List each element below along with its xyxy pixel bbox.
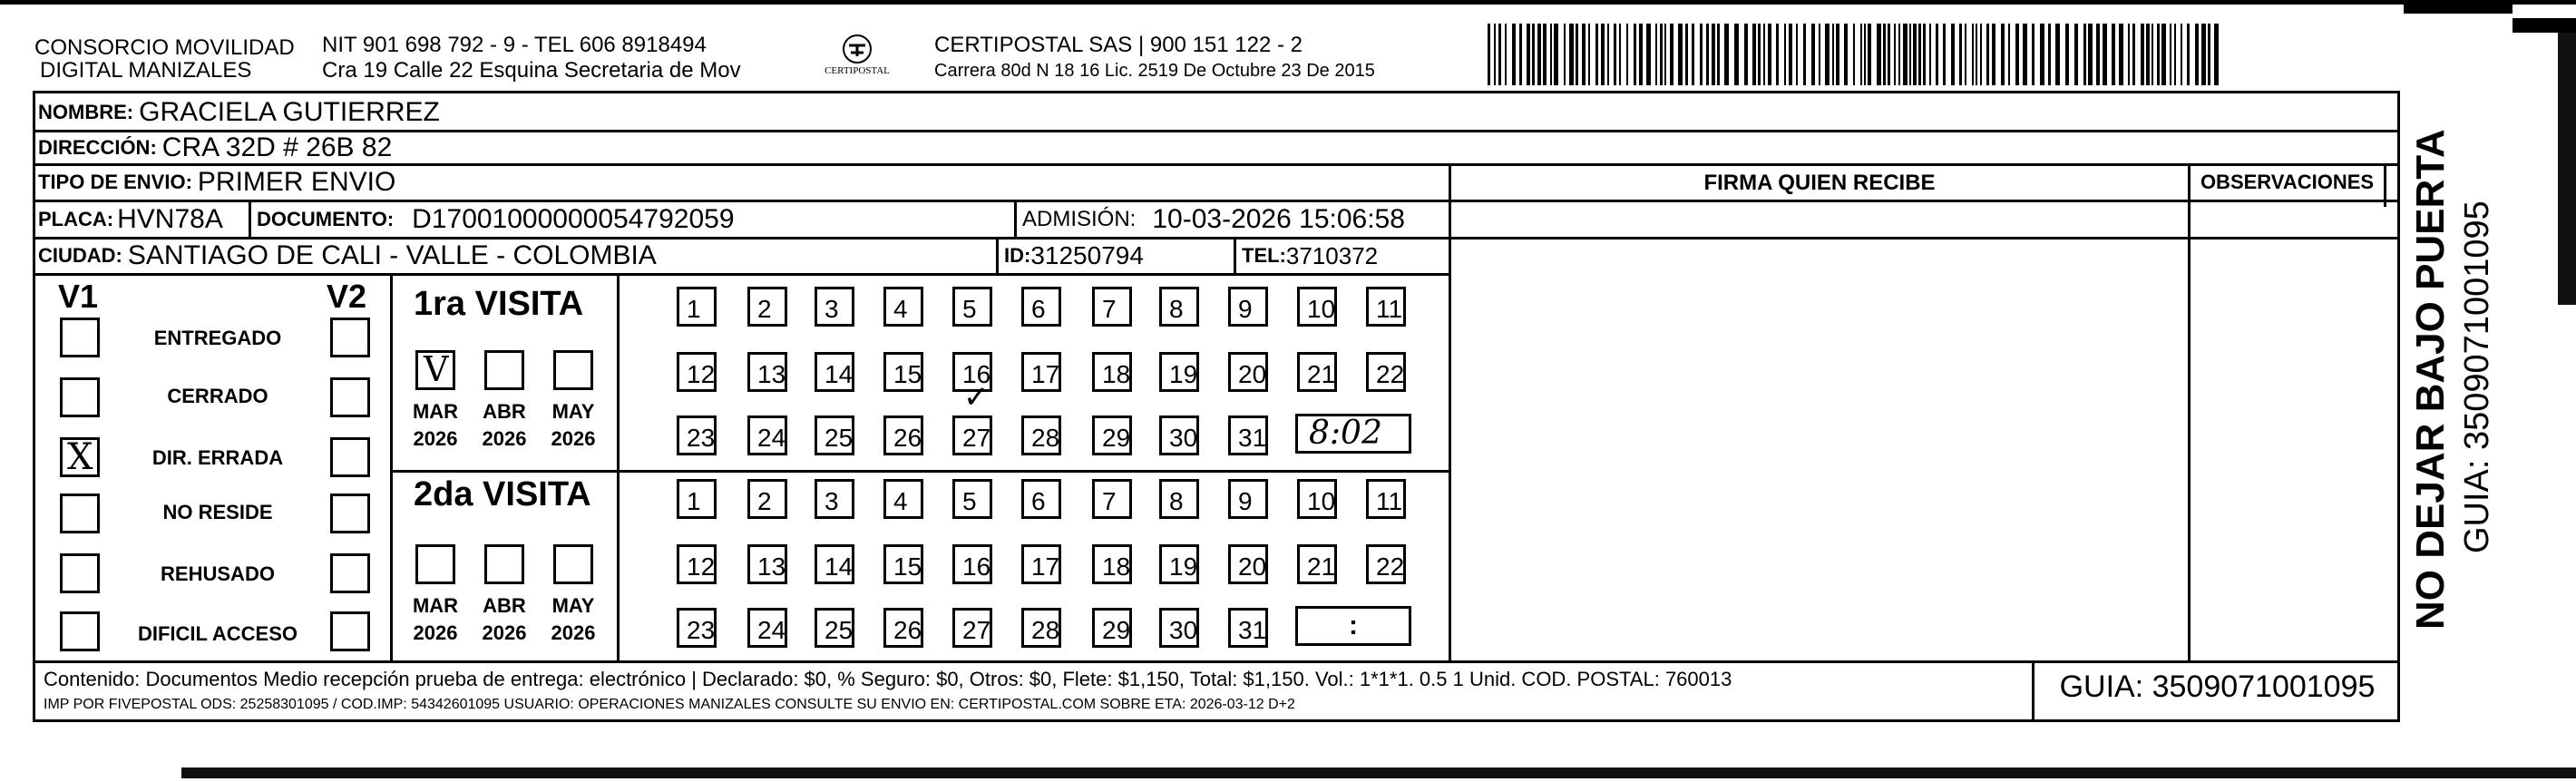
side-guia: GUIA: 3509071001095	[2458, 200, 2496, 553]
visit2-day-10[interactable]: 10	[1297, 479, 1337, 519]
admision-label: ADMISIÓN:	[1022, 207, 1137, 231]
visit1-day-15[interactable]: 15	[883, 352, 923, 392]
barcode-bar	[1980, 24, 1982, 85]
visit1-day-17[interactable]: 17	[1021, 352, 1061, 392]
barcode-bar	[1619, 24, 1621, 85]
barcode-bar	[2001, 24, 2005, 85]
visit1-day-4[interactable]: 4	[883, 287, 923, 327]
col-divider	[2188, 163, 2191, 660]
visit1-day-6[interactable]: 6	[1021, 287, 1061, 327]
col-divider	[390, 273, 393, 660]
barcode-bar	[1678, 24, 1683, 85]
status-label-entregado: ENTREGADO	[153, 327, 282, 349]
barcode-bar	[1789, 24, 1792, 85]
visit1-time-box[interactable]	[1295, 414, 1411, 454]
visit1-day-19[interactable]: 19	[1159, 352, 1199, 392]
visit2-day-20[interactable]: 20	[1228, 544, 1268, 584]
barcode-bar	[1868, 24, 1871, 85]
nombre-label: NOMBRE:	[38, 101, 134, 123]
barcode-bar	[1898, 24, 1900, 85]
scan-edge-mark	[2513, 18, 2576, 33]
barcode-bar	[2146, 24, 2150, 85]
barcode-bar	[2157, 24, 2160, 85]
barcode-bar	[2170, 24, 2171, 85]
barcode-bar	[2040, 24, 2044, 85]
barcode-bar	[1576, 24, 1578, 85]
barcode-bar	[1634, 24, 1636, 85]
visit1-month-abr-box[interactable]	[484, 350, 524, 390]
visit2-day-25[interactable]: 25	[815, 608, 854, 648]
barcode-bar	[1582, 24, 1586, 85]
day-16-strike: ✓	[963, 379, 990, 415]
barcode-bar	[2023, 24, 2027, 85]
visit1-day-23[interactable]: 23	[677, 415, 717, 455]
col-divider	[2384, 163, 2386, 207]
visit2-day-26[interactable]: 26	[883, 608, 923, 648]
barcode-bar	[1588, 24, 1590, 85]
status-label-dir-errada: DIR. ERRADA	[151, 446, 284, 469]
barcode-bar	[2008, 24, 2010, 85]
footer-contenido: Contenido: Documentos Medio recepción prueba de entrega: electrónico | Declarado: $0, % Seguro: $0, Otros: $0, Flete: $1,150, Total: $1,150. Vol.: 1*1*1. 0.5 1 Unid. COD. POSTAL: 760013	[44, 668, 1732, 690]
barcode-bar	[1692, 24, 1694, 85]
id-cell	[999, 239, 1144, 273]
barcode-bar	[1844, 24, 1848, 85]
visit2-day-30[interactable]: 30	[1159, 608, 1199, 648]
visit1-day-9[interactable]: 9	[1228, 287, 1268, 327]
barcode-bar	[1923, 24, 1926, 85]
observaciones-label: OBSERVACIONES	[2200, 171, 2375, 193]
barcode-bar	[2119, 24, 2123, 85]
visit2-day-3[interactable]: 3	[815, 479, 854, 519]
barcode-bar	[1763, 24, 1765, 85]
visit1-month-may-box[interactable]	[553, 350, 593, 390]
visit2-month-abr: ABR	[483, 594, 526, 617]
barcode-bar	[1784, 24, 1786, 85]
row-divider	[1449, 237, 2400, 239]
visit1-title: 1ra VISITA	[414, 285, 584, 323]
barcode-bar	[1569, 24, 1574, 85]
visit2-day-14[interactable]: 14	[815, 544, 854, 584]
barcode-bar	[1825, 24, 1830, 85]
ciudad-cell	[33, 239, 657, 273]
visit2-month-may-box[interactable]	[553, 544, 593, 584]
barcode-bar	[2083, 24, 2086, 85]
barcode-bar	[1972, 24, 1974, 85]
scan-edge-mark	[2558, 33, 2576, 305]
visit2-day-29[interactable]: 29	[1092, 608, 1132, 648]
barcode-bar	[1883, 24, 1886, 85]
visit2-day-24[interactable]: 24	[747, 608, 787, 648]
documento-label: DOCUMENTO:	[257, 208, 395, 230]
barcode-bar	[2161, 24, 2166, 85]
visit1-day-24[interactable]: 24	[747, 415, 787, 455]
barcode-bar	[1664, 24, 1666, 85]
visit2-time-box[interactable]	[1295, 606, 1411, 646]
barcode-bar	[1512, 24, 1516, 85]
status-label-no-reside: NO RESIDE	[162, 501, 273, 523]
barcode-bar	[1894, 24, 1896, 85]
barcode-bar	[1734, 24, 1739, 85]
tel-cell	[1236, 239, 1378, 273]
no-dejar-bajo-puerta: NO DEJAR BAJO PUERTA	[2408, 129, 2453, 630]
barcode-bar	[1494, 24, 1496, 85]
firma-label: FIRMA QUIEN RECIBE	[1703, 171, 1936, 195]
barcode-bar	[1700, 24, 1703, 85]
barcode-bar	[1752, 24, 1756, 85]
side-text-container	[2404, 91, 2522, 635]
carrier-line1: CERTIPOSTAL SAS | 900 151 122 - 2	[934, 33, 1303, 57]
visit1-month-abr: ABR	[483, 400, 526, 423]
nombre-row	[33, 94, 440, 131]
footer-imp-line: IMP POR FIVEPOSTAL ODS: 25258301095 / COD.IMP: 54342601095 USUARIO: OPERACIONES MANIZALES CONSULTE SU ENVIO EN: CERTIPOSTAL.COM SOBRE ETA: 2026-03-12 D+2	[44, 697, 1295, 712]
visit2-time-value: :	[1349, 611, 1358, 640]
company-name-line2: DIGITAL MANIZALES	[40, 58, 252, 83]
barcode-bar	[1965, 24, 1966, 85]
barcode-bar	[1626, 24, 1628, 85]
barcode-bar	[1543, 24, 1547, 85]
barcode-bar	[1614, 24, 1616, 85]
address-line: Cra 19 Calle 22 Esquina Secretaria de Mov	[322, 58, 741, 83]
barcode-bar	[2088, 24, 2093, 85]
visit2-day-22[interactable]: 22	[1366, 544, 1406, 584]
barcode-bar	[1909, 24, 1911, 85]
visit1-day-25[interactable]: 25	[815, 415, 854, 455]
visit1-month-mark: V	[424, 349, 449, 389]
barcode-bar	[1519, 24, 1522, 85]
visit1-day-10[interactable]: 10	[1297, 287, 1337, 327]
visit1-day-22[interactable]: 22	[1366, 352, 1406, 392]
admision-cell	[1017, 201, 1405, 238]
barcode-bar	[1554, 24, 1558, 85]
status-label-cerrado: CERRADO	[167, 385, 268, 407]
barcode-bar	[2195, 24, 2199, 85]
nit-line: NIT 901 698 792 - 9 - TEL 606 8918494	[322, 33, 707, 57]
barcode-bar	[2152, 24, 2153, 85]
visit1-month-mar-box[interactable]	[415, 350, 455, 390]
nombre-value: GRACIELA GUTIERREZ	[139, 97, 440, 127]
barcode-bar	[2074, 24, 2078, 85]
visit1-day-30[interactable]: 30	[1159, 415, 1199, 455]
barcode-bar	[2055, 24, 2060, 85]
barcode-bar	[2174, 24, 2176, 85]
visit2-month-mar: MAR	[412, 594, 459, 617]
barcode-bar	[1724, 24, 1729, 85]
barcode-bar	[2103, 24, 2107, 85]
barcode-bar	[2015, 24, 2019, 85]
barcode-bar	[1595, 24, 1598, 85]
visit2-day-16[interactable]: 16	[952, 544, 992, 584]
barcode-bar	[1660, 24, 1663, 85]
barcode-bar	[1646, 24, 1651, 85]
ciudad-value: SANTIAGO DE CALI - VALLE - COLOMBIA	[127, 240, 657, 270]
barcode-bar	[1951, 24, 1955, 85]
visit1-day-16[interactable]: 16	[952, 352, 992, 392]
barcode-bar	[1550, 24, 1552, 85]
v2-label: V2	[327, 278, 367, 315]
barcode-bar	[1913, 24, 1917, 85]
footer-guia-box: GUIA: 3509071001095	[2059, 670, 2376, 704]
barcode-bar	[1670, 24, 1673, 85]
direccion-value: CRA 32D # 26B 82	[161, 132, 393, 162]
barcode-bar	[2128, 24, 2130, 85]
visit2-day-11[interactable]: 11	[1366, 479, 1406, 519]
visit2-day-31[interactable]: 31	[1228, 608, 1268, 648]
tel-value: 3710372	[1285, 241, 1379, 269]
barcode-bar	[2208, 24, 2210, 85]
visit1-day-11[interactable]: 11	[1366, 287, 1406, 327]
top-border	[0, 0, 2576, 5]
visit2-month-may: MAY	[551, 594, 595, 617]
barcode-bar	[1601, 24, 1605, 85]
visit2-day-2[interactable]: 2	[747, 479, 787, 519]
barcode	[1488, 24, 2222, 85]
visit2-day-18[interactable]: 18	[1092, 544, 1132, 584]
direccion-label: DIRECCIÓN:	[38, 136, 157, 159]
barcode-bar	[1488, 24, 1490, 85]
barcode-bar	[1986, 24, 1989, 85]
barcode-bar	[2201, 24, 2206, 85]
visit2-day-12[interactable]: 12	[677, 544, 717, 584]
col-divider	[1449, 163, 1451, 660]
carrier-line2: Carrera 80d N 18 16 Lic. 2519 De Octubre 23 De 2015	[934, 61, 1375, 81]
barcode-bar	[1796, 24, 1798, 85]
documento-value: D17001000000054792059	[412, 204, 735, 234]
ciudad-label: CIUDAD:	[38, 244, 122, 267]
barcode-bar	[1888, 24, 1890, 85]
barcode-bar	[1936, 24, 1938, 85]
visit1-day-26[interactable]: 26	[883, 415, 923, 455]
visit1-day-20[interactable]: 20	[1228, 352, 1268, 392]
placa-label: PLACA:	[38, 208, 114, 230]
scan-edge-mark	[2404, 5, 2513, 14]
barcode-bar	[1864, 24, 1866, 85]
barcode-bar	[1903, 24, 1908, 85]
tipo-envio-row	[33, 165, 395, 200]
visit1-day-21[interactable]: 21	[1297, 352, 1337, 392]
visit1-month-may: MAY	[551, 400, 595, 423]
visit1-day-2[interactable]: 2	[747, 287, 787, 327]
placa-value: HVN78A	[117, 204, 223, 234]
visit1-time-value: 8:02	[1309, 415, 1382, 452]
barcode-bar	[1832, 24, 1834, 85]
visit1-day-29[interactable]: 29	[1092, 415, 1132, 455]
visit2-month-mar-box[interactable]	[415, 544, 455, 584]
barcode-bar	[2096, 24, 2100, 85]
barcode-bar	[2187, 24, 2190, 85]
barcode-bar	[1976, 24, 1977, 85]
visit1-day-8[interactable]: 8	[1159, 287, 1199, 327]
v1-checkmark: X	[67, 436, 93, 478]
visit2-day-21[interactable]: 21	[1297, 544, 1337, 584]
visit2-day-23[interactable]: 23	[677, 608, 717, 648]
barcode-bar	[1877, 24, 1881, 85]
visit2-month-abr-box[interactable]	[484, 544, 524, 584]
barcode-bar	[2048, 24, 2051, 85]
visit1-day-14[interactable]: 14	[815, 352, 854, 392]
id-value: 31250794	[1030, 241, 1144, 269]
visit1-day-7[interactable]: 7	[1092, 287, 1132, 327]
barcode-bar	[1505, 24, 1507, 85]
visit2-day-17[interactable]: 17	[1021, 544, 1061, 584]
certipostal-logo	[816, 27, 898, 83]
id-label: ID:	[1004, 244, 1031, 267]
barcode-bar	[1744, 24, 1748, 85]
visit1-day-3[interactable]: 3	[815, 287, 854, 327]
barcode-bar	[1527, 24, 1530, 85]
visit2-title: 2da VISITA	[414, 475, 591, 513]
barcode-bar	[1706, 24, 1709, 85]
visit2-year-abr: 2026	[482, 621, 527, 644]
barcode-bar	[2032, 24, 2034, 85]
barcode-bar	[2181, 24, 2182, 85]
visit2-day-27[interactable]: 27	[952, 608, 992, 648]
visit1-day-12[interactable]: 12	[677, 352, 717, 392]
col-divider	[617, 273, 620, 660]
visit2-day-9[interactable]: 9	[1228, 479, 1268, 519]
barcode-bar	[2065, 24, 2069, 85]
status-label-dificil-acceso: DIFICIL ACCESO	[137, 622, 298, 645]
visit1-month-mar: MAR	[412, 400, 459, 423]
visit1-day-5[interactable]: 5	[952, 287, 992, 327]
tel-label: TEL:	[1242, 244, 1286, 267]
barcode-bar	[1776, 24, 1779, 85]
visit2-day-1[interactable]: 1	[677, 479, 717, 519]
visit2-day-5[interactable]: 5	[952, 479, 992, 519]
barcode-bar	[1959, 24, 1962, 85]
visit2-day-6[interactable]: 6	[1021, 479, 1061, 519]
visit2-year-may: 2026	[551, 621, 596, 644]
barcode-bar	[2132, 24, 2135, 85]
company-name-line1: CONSORCIO MOVILIDAD	[34, 35, 295, 60]
barcode-bar	[1685, 24, 1688, 85]
barcode-bar	[1607, 24, 1609, 85]
barcode-bar	[1712, 24, 1715, 85]
visit2-day-4[interactable]: 4	[883, 479, 923, 519]
visit1-day-13[interactable]: 13	[747, 352, 787, 392]
barcode-bar	[1811, 24, 1815, 85]
barcode-bar	[1639, 24, 1643, 85]
visit1-day-27[interactable]: 27	[952, 415, 992, 455]
barcode-bar	[1836, 24, 1839, 85]
barcode-bar	[1943, 24, 1946, 85]
barcode-bar	[1860, 24, 1862, 85]
tipo-envio-label: TIPO DE ENVIO:	[38, 171, 192, 193]
barcode-bar	[1992, 24, 1995, 85]
visit1-year-abr: 2026	[482, 427, 527, 450]
visit1-day-31[interactable]: 31	[1228, 415, 1268, 455]
admision-value: 10-03-2026 15:06:58	[1152, 204, 1405, 234]
v1-label: V1	[58, 278, 99, 315]
barcode-bar	[1853, 24, 1855, 85]
status-label-rehusado: REHUSADO	[161, 562, 275, 585]
barcode-bar	[1819, 24, 1820, 85]
bottom-edge	[181, 767, 2576, 778]
placa-cell	[33, 201, 223, 238]
barcode-bar	[1929, 24, 1931, 85]
logo-text: CERTIPOSTAL	[825, 65, 890, 76]
barcode-bar	[1768, 24, 1771, 85]
visit2-day-19[interactable]: 19	[1159, 544, 1199, 584]
row-divider	[33, 273, 1449, 276]
barcode-bar	[2141, 24, 2144, 85]
visit2-day-28[interactable]: 28	[1021, 608, 1061, 648]
barcode-bar	[1655, 24, 1657, 85]
visit1-year-may: 2026	[551, 427, 596, 450]
barcode-bar	[1918, 24, 1921, 85]
visit-divider	[390, 470, 1449, 473]
visit1-year-mar: 2026	[413, 427, 458, 450]
barcode-bar	[1532, 24, 1535, 85]
direccion-row	[33, 132, 392, 164]
barcode-bar	[1803, 24, 1806, 85]
barcode-bar	[2112, 24, 2115, 85]
barcode-bar	[1758, 24, 1761, 85]
visit2-year-mar: 2026	[413, 621, 458, 644]
visit1-day-28[interactable]: 28	[1021, 415, 1061, 455]
barcode-bar	[1498, 24, 1501, 85]
row-divider	[33, 660, 2400, 663]
visit1-day-18[interactable]: 18	[1092, 352, 1132, 392]
visit2-day-7[interactable]: 7	[1092, 479, 1132, 519]
visit2-day-13[interactable]: 13	[747, 544, 787, 584]
visit2-day-15[interactable]: 15	[883, 544, 923, 584]
tipo-envio-value: PRIMER ENVIO	[197, 167, 396, 197]
documento-cell	[251, 201, 735, 238]
barcode-bar	[1537, 24, 1541, 85]
barcode-bar	[1717, 24, 1720, 85]
visit2-day-8[interactable]: 8	[1159, 479, 1199, 519]
barcode-bar	[1564, 24, 1566, 85]
visit1-day-1[interactable]: 1	[677, 287, 717, 327]
barcode-bar	[2214, 24, 2219, 85]
